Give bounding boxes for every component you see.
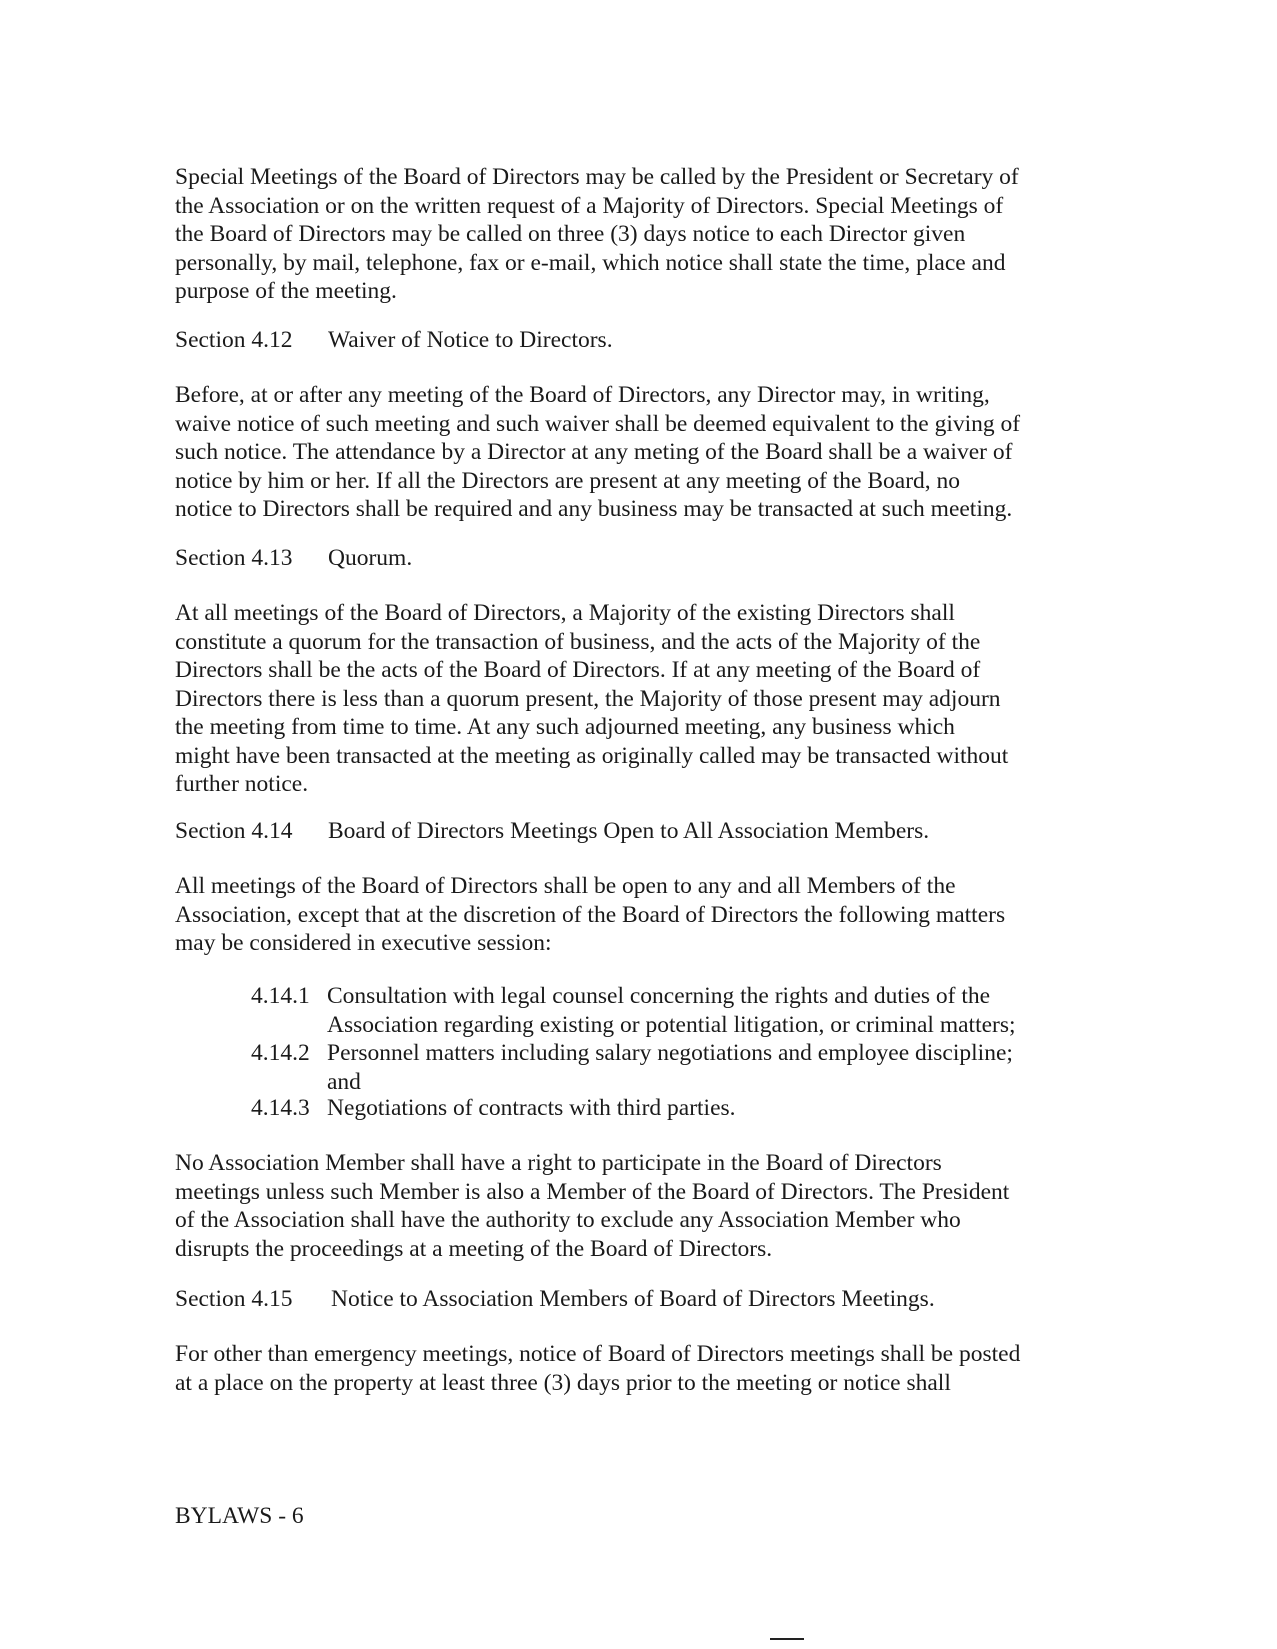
- text-line: Directors there is less than a quorum present, the Majority of those present may adjourn: [175, 685, 1001, 712]
- text-line: constitute a quorum for the transaction of business, and the acts of the Majority of the: [175, 628, 981, 655]
- text-line: might have been transacted at the meeting as originally called may be transacted without: [175, 742, 1009, 769]
- list-item-number: 4.14.1: [251, 983, 310, 1009]
- section-number: Section 4.15: [175, 1286, 293, 1312]
- text-line: further notice.: [175, 771, 309, 797]
- text-line: disrupts the proceedings at a meeting of the Board of Directors.: [175, 1235, 773, 1262]
- text-line: notice by him or her. If all the Directors are present at any meeting of the Board, no: [175, 467, 961, 494]
- text-line: may be considered in executive session:: [175, 930, 552, 956]
- section-heading-4-13: [175, 544, 412, 573]
- text-line: such notice. The attendance by a Director at any meting of the Board shall be a waiver of: [175, 439, 1013, 465]
- page-footer: BYLAWS - 6: [175, 1503, 304, 1529]
- text-line: Negotiations of contracts with third parties.: [327, 1095, 736, 1121]
- text-line: No Association Member shall have a right to participate in the Board of Directors: [175, 1150, 942, 1176]
- text-line: and: [327, 1068, 361, 1095]
- text-line: personally, by mail, telephone, fax or e-mail, which notice shall state the time, place and: [175, 249, 1006, 276]
- list-item-number: 4.14.3: [251, 1095, 310, 1121]
- section-heading-4-12: [175, 326, 613, 355]
- section-heading-4-15: [175, 1285, 935, 1314]
- list-item-text: [327, 1039, 1013, 1096]
- text-line: Association, except that at the discretion of the Board of Directors the following matters: [175, 901, 1006, 928]
- text-line: Before, at or after any meeting of the Board of Directors, any Director may, in writing,: [175, 382, 990, 408]
- text-line: At all meetings of the Board of Directors, a Majority of the existing Directors shall: [175, 600, 955, 626]
- list-item-text: [327, 1094, 736, 1123]
- paragraph-notice: [175, 1340, 1105, 1397]
- text-line: of the Association shall have the authority to exclude any Association Member who: [175, 1207, 961, 1233]
- text-line: the Board of Directors may be called on three (3) days notice to each Director given: [175, 221, 966, 247]
- paragraph-special-meetings: [175, 163, 1105, 306]
- text-line: the Association or on the written request of a Majority of Directors. Special Meetings of: [175, 192, 1004, 219]
- text-line: Personnel matters including salary negotiations and employee discipline;: [327, 1040, 1013, 1066]
- text-line: All meetings of the Board of Directors shall be open to any and all Members of the: [175, 873, 956, 899]
- paragraph-participation: [175, 1149, 1105, 1263]
- paragraph-open-meetings: [175, 872, 1105, 958]
- list-item-text: [327, 982, 1016, 1039]
- paragraph-quorum: [175, 599, 1105, 799]
- list-item-number: 4.14.2: [251, 1040, 310, 1066]
- section-number: Section 4.14: [175, 818, 293, 844]
- section-number: Section 4.12: [175, 327, 293, 353]
- text-line: notice to Directors shall be required and any business may be transacted at such meeting.: [175, 496, 1013, 522]
- text-line: the meeting from time to time. At any such adjourned meeting, any business which: [175, 714, 955, 740]
- scan-mark-divider: [770, 1638, 804, 1640]
- section-title: Waiver of Notice to Directors.: [328, 327, 613, 353]
- section-heading-4-14: [175, 817, 929, 846]
- section-title: Board of Directors Meetings Open to All Association Members.: [328, 818, 930, 844]
- text-line: Consultation with legal counsel concerning the rights and duties of the: [327, 983, 991, 1009]
- text-line: at a place on the property at least three (3) days prior to the meeting or notice shall: [175, 1369, 951, 1396]
- text-line: waive notice of such meeting and such waiver shall be deemed equivalent to the giving of: [175, 410, 1021, 437]
- paragraph-waiver: [175, 381, 1105, 524]
- text-line: For other than emergency meetings, notice of Board of Directors meetings shall be posted: [175, 1341, 1021, 1367]
- section-number: Section 4.13: [175, 545, 293, 571]
- section-title: Quorum.: [328, 545, 413, 571]
- text-line: Special Meetings of the Board of Directors may be called by the President or Secretary of: [175, 164, 1019, 190]
- text-line: Association regarding existing or potential litigation, or criminal matters;: [327, 1011, 1016, 1038]
- text-line: purpose of the meeting.: [175, 278, 397, 304]
- text-line: meetings unless such Member is also a Member of the Board of Directors. The President: [175, 1178, 1010, 1205]
- section-title: Notice to Association Members of Board of Directors Meetings.: [331, 1286, 935, 1312]
- text-line: Directors shall be the acts of the Board of Directors. If at any meeting of the Board of: [175, 657, 981, 683]
